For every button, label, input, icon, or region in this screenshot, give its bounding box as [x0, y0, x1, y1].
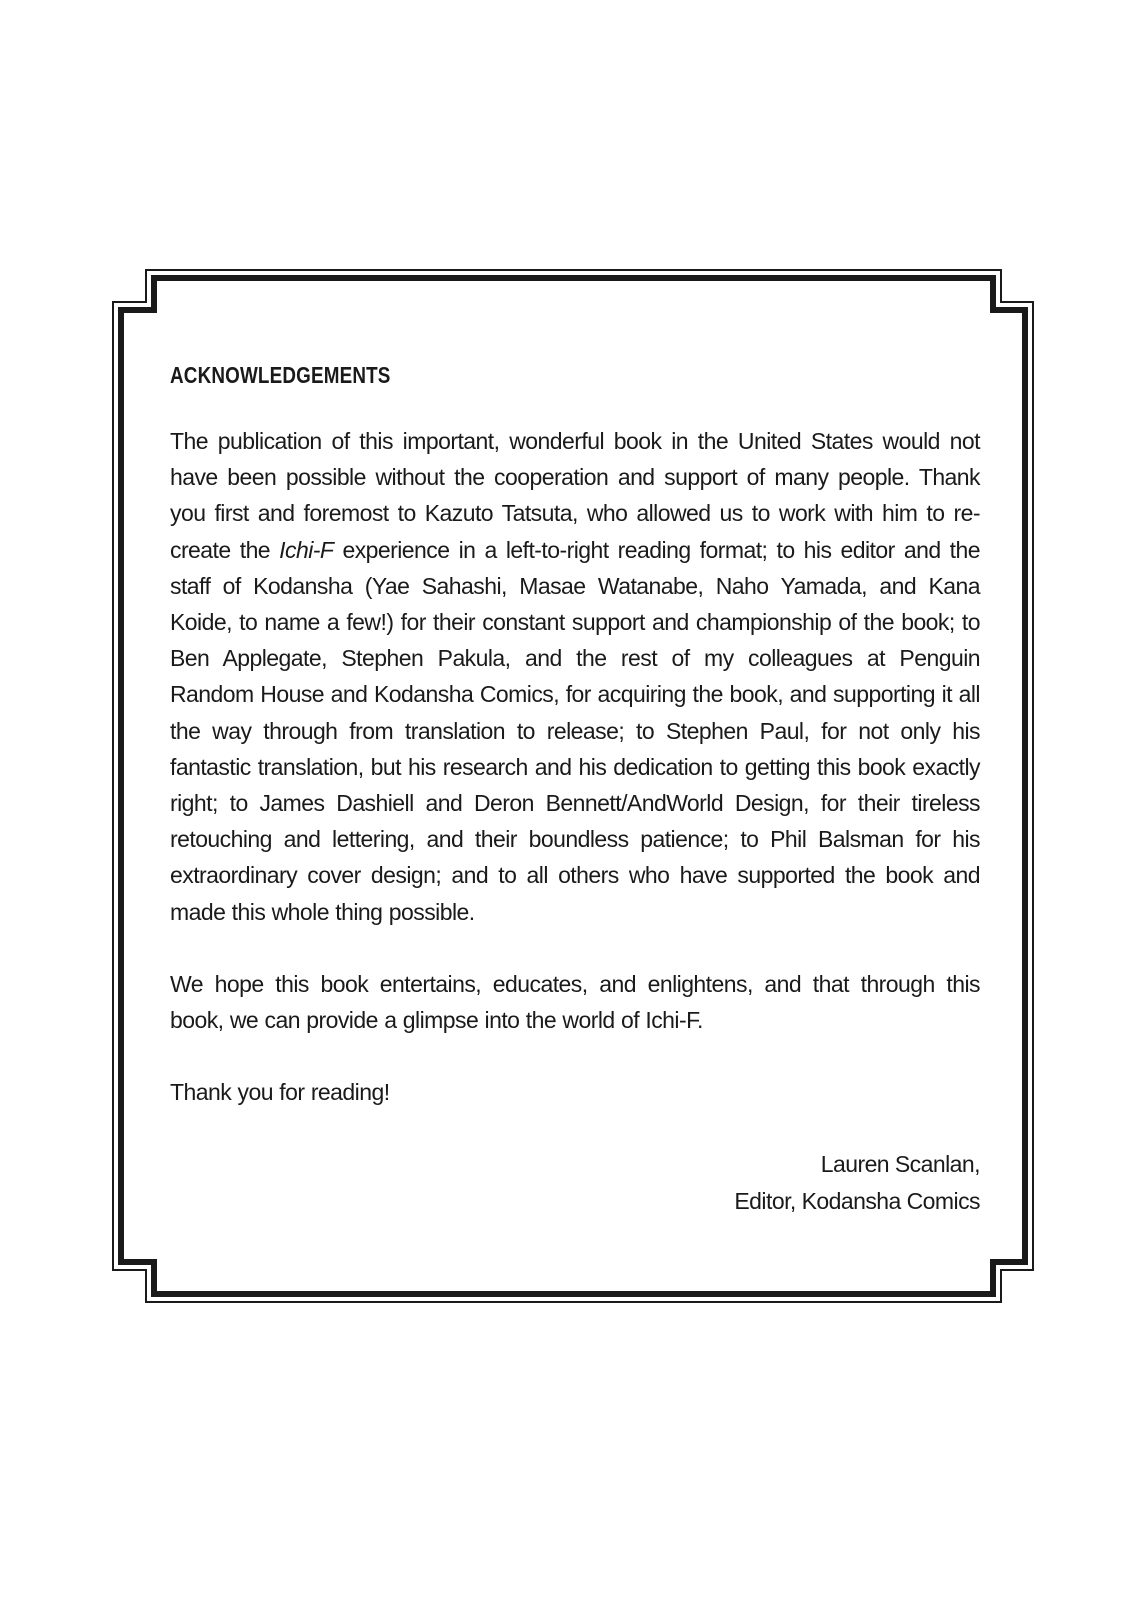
signature-block: [170, 1146, 980, 1218]
page-heading: ACKNOWLEDGEMENTS: [170, 362, 391, 388]
paragraph-thanks-part2: experience in a left-to-right reading format; to his editor and the staff of Kodansha (Yae Sahashi, Masae Watanabe, Naho Yamada, and Kana Koide, to name a few!) for their constant support and championship of the book; to Ben Applegate, Stephen Pakula, and the rest of my colleagues at Penguin Random House and Kodansha Comics, for acquiring the book, and supporting it all the way through from translation to release; to Stephen Paul, for not only his fantastic translation, but his research and his dedication to getting this book exactly right; to James Dashiell and Deron Bennett/AndWorld Design, for their tireless retouching and lettering, and their boundless patience; to Phil Balsman for his extraordinary cover design; and to all others who have supported the book and made this whole thing possible.: [170, 536, 980, 925]
book-title: Ichi-F: [279, 536, 334, 563]
acknowledgements-content: [170, 357, 980, 1219]
paragraph-closing: Thank you for reading!: [170, 1079, 390, 1106]
signature-role: Editor, Kodansha Comics: [734, 1187, 980, 1214]
paragraph-thanks-part1: The publication of this important, wonderful book in the United States would not have been possible without the cooperation and support of many people. Thank you first and foremost to Kazuto Tatsuta, who allowed us to work with him to re-create the: [170, 428, 980, 563]
paragraph-thanks: [170, 423, 980, 930]
signature-name: Lauren Scanlan,: [820, 1151, 980, 1178]
paragraph-hope: We hope this book entertains, educates, and enlightens, and that through this book, we can provide a glimpse into the world of Ichi-F.: [170, 970, 980, 1034]
